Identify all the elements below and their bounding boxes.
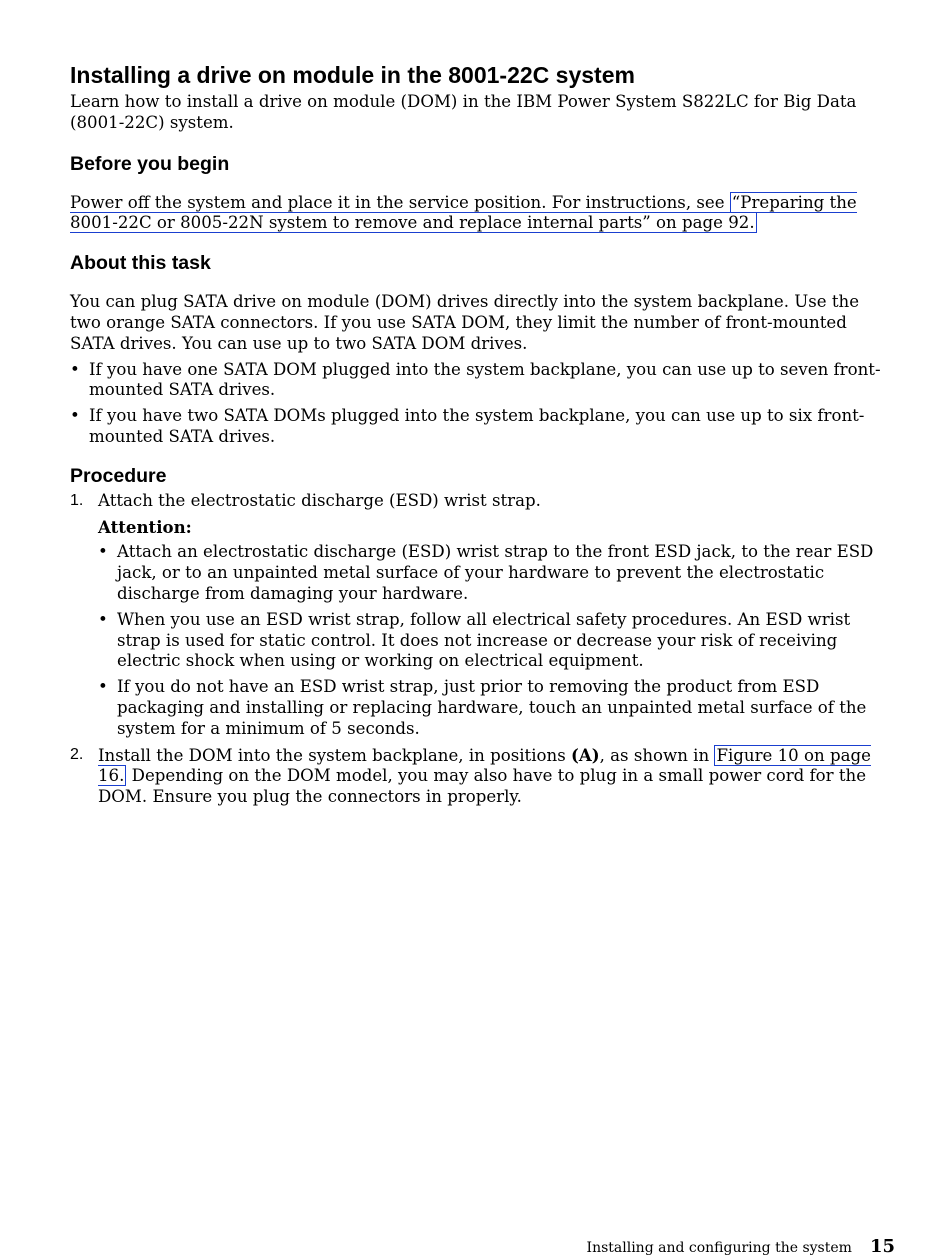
list-item — [98, 677, 892, 739]
bullet-icon: • — [70, 406, 80, 426]
bullet-icon: • — [98, 677, 108, 697]
step-text-part: Install the DOM into the system backplane, in positions — [98, 745, 572, 765]
bullet-text: Attach an electrostatic discharge (ESD) wrist strap to the front ESD jack, to the rear ESD jack, or to an unpainted metal surface of your hardware to prevent the electrostatic discharge from damaging your hardware. — [117, 542, 874, 603]
footer-section-title: Installing and configuring the system — [586, 1240, 852, 1256]
step-number: 1. — [70, 491, 84, 509]
bullet-icon: • — [70, 359, 80, 379]
bullet-icon: • — [98, 542, 108, 562]
list-item — [70, 406, 892, 448]
attention-label: Attention: — [98, 516, 192, 537]
bullet-icon: • — [98, 609, 108, 629]
bullet-text: If you have one SATA DOM plugged into the system backplane, you can use up to seven front-mounted SATA drives. — [89, 359, 881, 400]
step-text — [98, 745, 892, 808]
step-text-part: , as shown in — [599, 745, 715, 765]
bullet-text: When you use an ESD wrist strap, follow all electrical safety procedures. An ESD wrist strap is used for static control. It does not increase or decrease your risk of receiving electric shock when using or working on electrical equipment. — [117, 609, 851, 671]
procedure-heading: Procedure — [70, 464, 167, 487]
step-1 — [70, 491, 892, 740]
step-2 — [70, 745, 892, 808]
step-text-part: Depending on the DOM model, you may also have to plug in a small power cord for the DOM. Ensure you plug the connectors in properly. — [98, 766, 867, 807]
page-number: 15 — [869, 1236, 895, 1257]
step-text: Attach the electrostatic discharge (ESD) wrist strap. — [98, 490, 541, 510]
list-item — [98, 610, 892, 672]
about-paragraph: You can plug SATA drive on module (DOM) drives directly into the system backplane. Use the two orange SATA connectors. If you use SATA DOM, they limit the number of front-mounted SATA drives. You can use up to two SATA DOM drives. — [70, 292, 860, 353]
about-heading: About this task — [70, 252, 211, 275]
before-text: Power off the system and place it in the service position. For instructions, see — [70, 192, 730, 212]
position-label: (A) — [571, 744, 600, 765]
figure-link[interactable]: Figure 10 on page 16. — [98, 745, 871, 786]
page-title: Installing a drive on module in the 8001-22C system — [70, 62, 635, 88]
bullet-text: If you have two SATA DOMs plugged into the system backplane, you can use up to six front-mounted SATA drives. — [89, 406, 865, 446]
bullet-text: If you do not have an ESD wrist strap, just prior to removing the product from ESD packaging and installing or replacing hardware, touch an unpainted metal surface of the system for a minimum of 5 seconds. — [117, 677, 867, 738]
list-item — [70, 360, 892, 402]
about-bullet-list — [70, 360, 892, 448]
attention-bullet-list — [98, 542, 892, 739]
preparing-link[interactable]: “Preparing the 8001-22C or 8005-22N system to remove and replace internal parts” on page 92. — [70, 192, 857, 233]
page-footer — [587, 1236, 895, 1257]
before-paragraph — [70, 193, 892, 235]
intro-paragraph: Learn how to install a drive on module (DOM) in the IBM Power System S822LC for Big Data (8001-22C) system. — [70, 92, 857, 132]
list-item — [98, 542, 892, 604]
step-number: 2. — [70, 745, 84, 763]
before-heading: Before you begin — [70, 152, 230, 175]
procedure-steps — [70, 491, 892, 808]
document-page — [70, 58, 892, 808]
